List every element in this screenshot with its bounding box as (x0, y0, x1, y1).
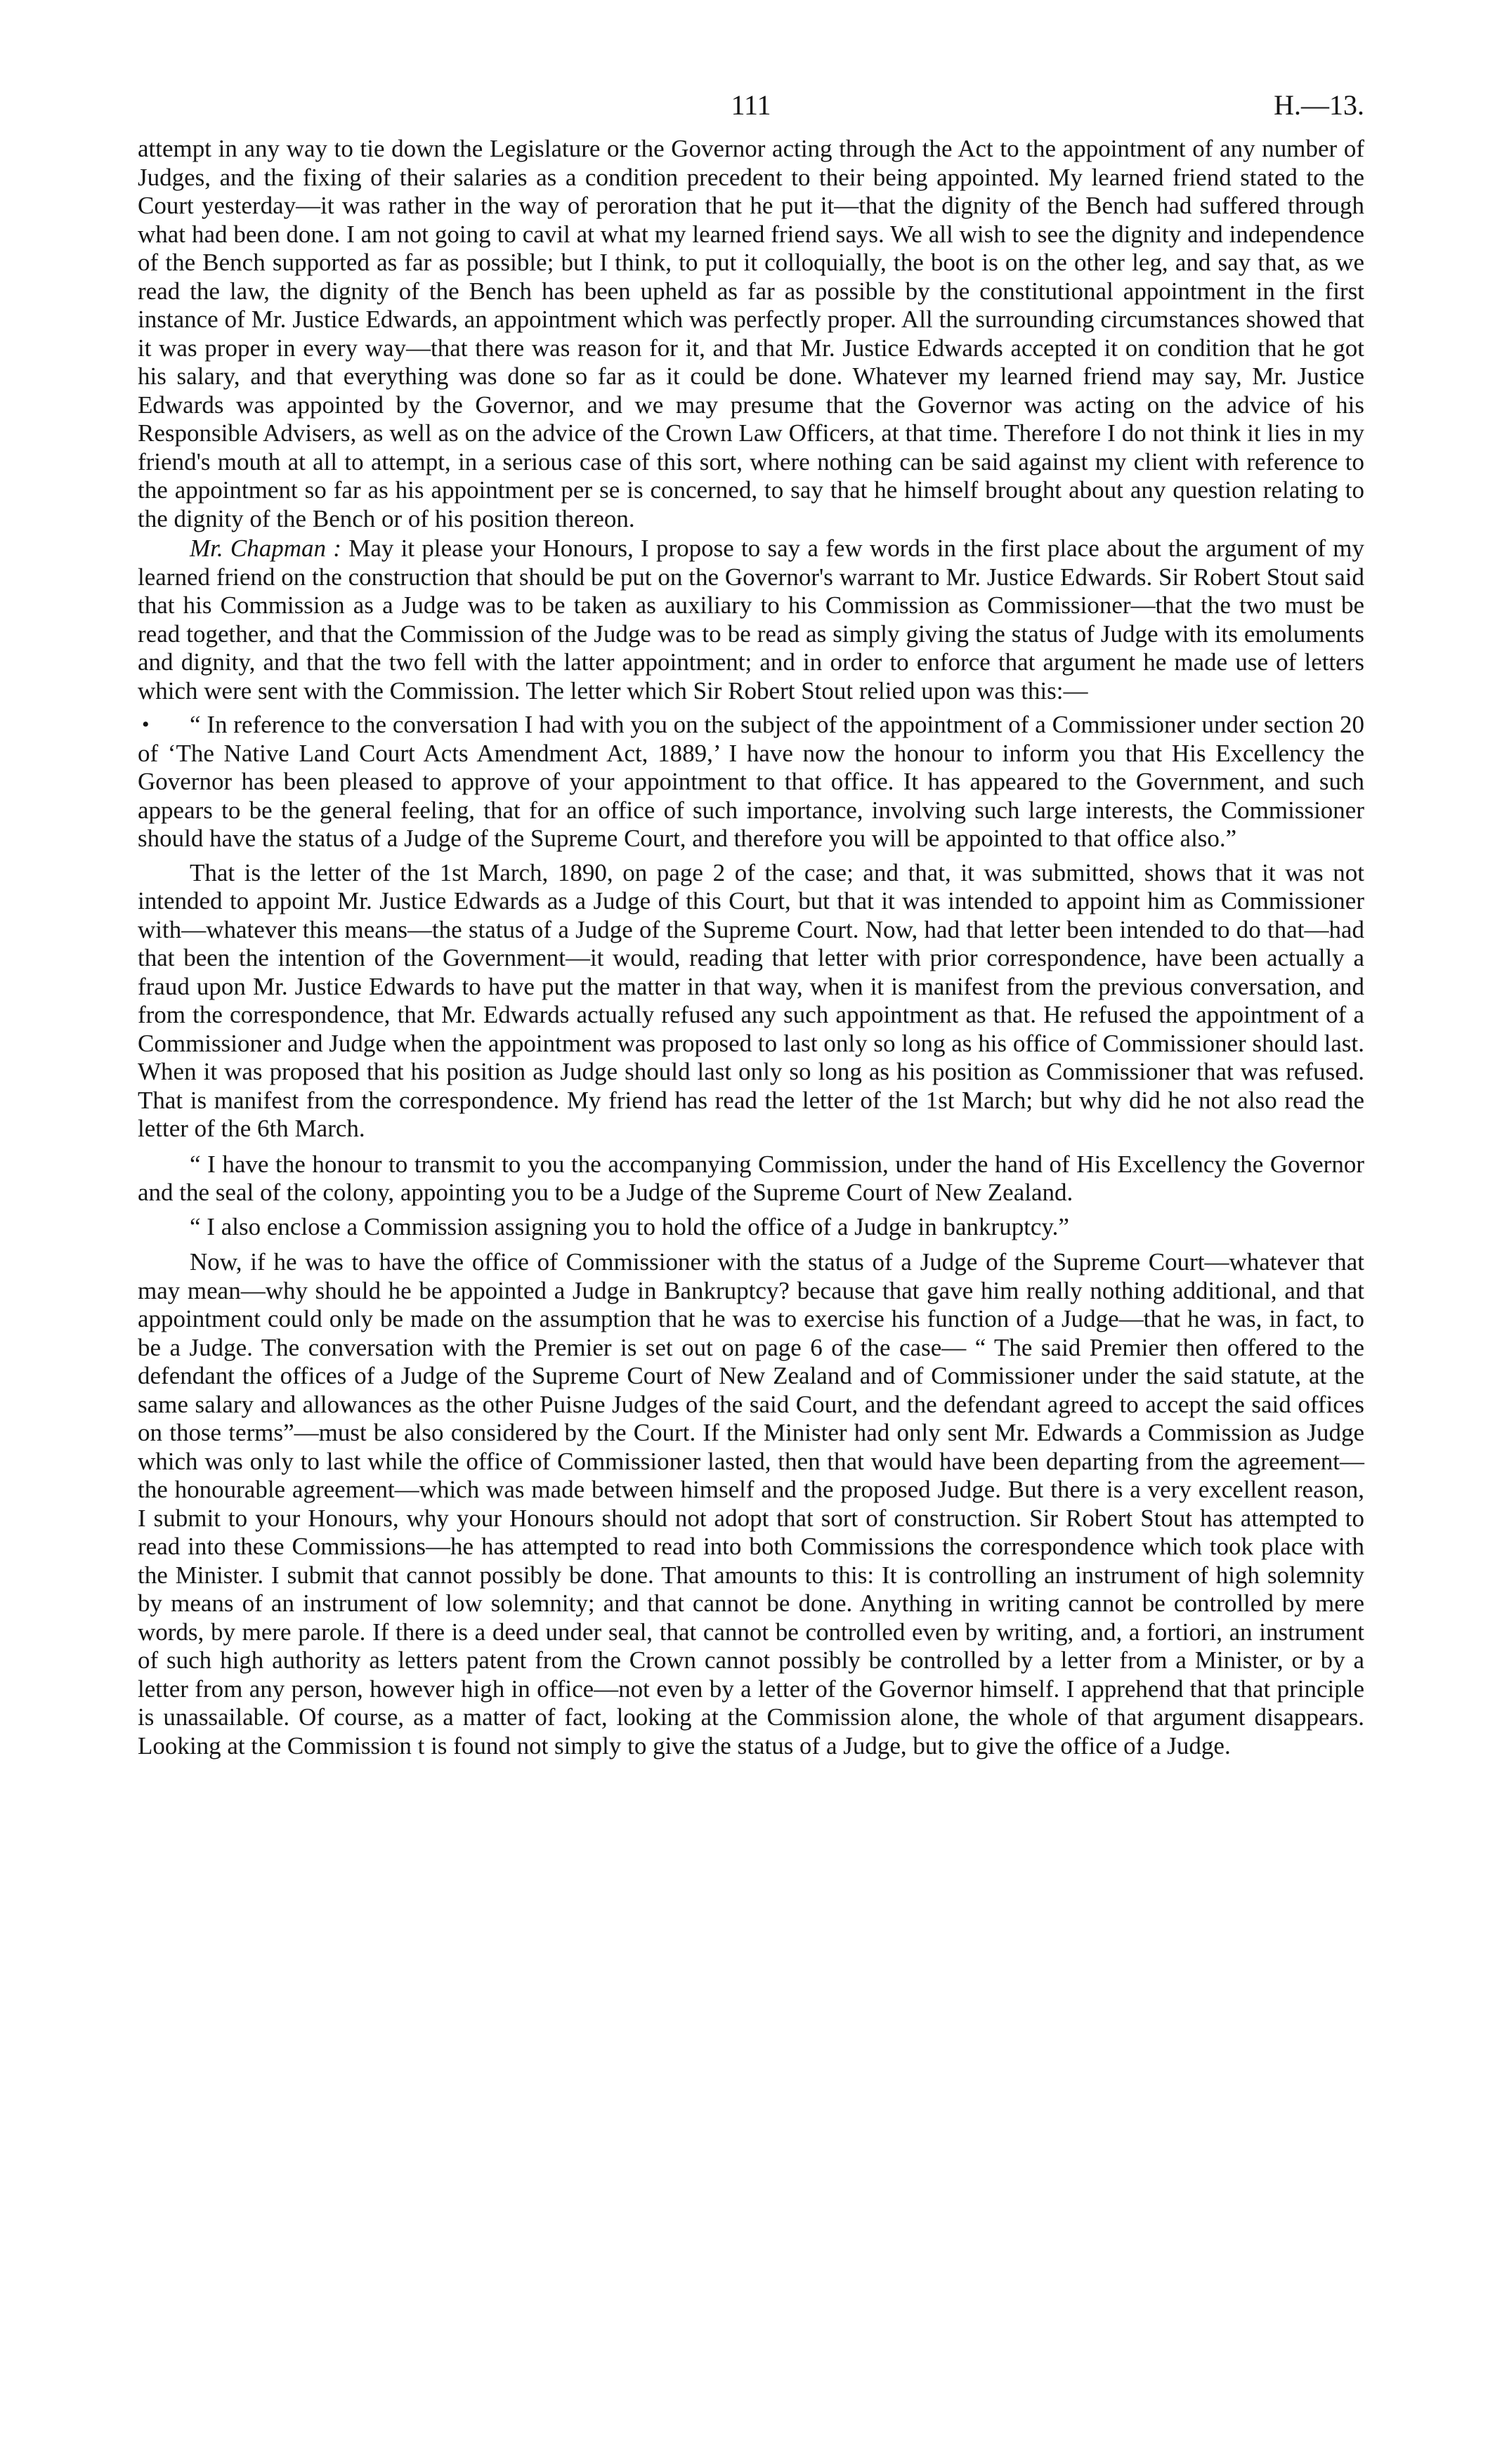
speaker-name: Mr. Chapman : (190, 535, 341, 562)
paragraph: That is the letter of the 1st March, 1890, on page 2 of the case; and that, it was submitted, shows that it was not intended to appoint Mr. Justice Edwards as a Judge of this Court, but that it was intended to appoint him as Commissioner with—whatever this means—the status of a Judge of the Supreme Court. Now, had that letter been intended to do that—had that been the intention of the Government—it would, reading that letter with prior correspondence, have been actually a fraud upon Mr. Justice Edwards to have put the matter in that way, when it is manifest from the previous conversation, and from the correspondence, that Mr. Edwards actually refused any such appointment as that. He refused the appointment of a Commissioner and Judge when the appointment was proposed to last only so long as his office of Commissioner should last. When it was proposed that his position as Judge should last only so long as his position as Commissioner that was refused. That is manifest from the correspondence. My friend has read the letter of the 1st March; but why did he not also read the letter of the 6th March. (138, 858, 1364, 1142)
page-number: 111 (731, 89, 771, 121)
quoted-letter (138, 711, 1364, 853)
page-header (138, 91, 1364, 135)
document-reference: H.—13. (1274, 89, 1364, 121)
quoted-letter: “ I have the honour to transmit to you the accompanying Commission, under the hand of His Excellency the Governor and the seal of the colony, appointing you to be a Judge of the Supreme Court of New Zealand. (138, 1150, 1364, 1206)
paragraph-text: May it please your Honours, I propose to say a few words in the first place about the argument of my learned friend on the construction that should be put on the Governor's warrant to Mr. Justice Edwards. Sir Robert Stout said that his Commission as a Judge was to be taken as auxiliary to his Commission as Commissioner—that the two must be read together, and that the Commission of the Judge was to be read as simply giving the status of Judge with its emoluments and dignity, and that the two fell with the latter appointment; and in order to enforce that argument he made use of letters which were sent with the Commission. The letter which Sir Robert Stout relied upon was this:— (138, 535, 1364, 705)
quoted-letter: “ I also enclose a Commission assigning you to hold the office of a Judge in bankruptcy.” (190, 1212, 1069, 1240)
paragraph: attempt in any way to tie down the Legislature or the Governor acting through the Act to the appointment of any number of Judges, and the fixing of their salaries as a condition precedent to their being appointed. My learned friend stated to the Court yesterday—it was rather in the way of peroration that he put it—that the dignity of the Bench had suffered through what had been done. I am not going to cavil at what my learned friend says. We all wish to see the dignity and independence of the Bench supported as far as possible; but I think, to put it colloquially, the boot is on the other leg, and say that, as we read the law, the dignity of the Bench has been upheld as far as possible by the constitutional appointment in the first instance of Mr. Justice Edwards, an appointment which was perfectly proper. All the surrounding circumstances showed that it was proper in every way—that there was reason for it, and that Mr. Justice Edwards accepted it on condition that he got his salary, and that everything was done so far as it could be done. Whatever my learned friend may say, Mr. Justice Edwards was appointed by the Governor, and we may presume that the Governor was acting on the advice of his Responsible Advisers, as well as on the advice of the Crown Law Officers, at that time. Therefore I do not think it lies in my friend's mouth at all to attempt, in a serious case of this sort, where nothing can be said against my client with reference to the appointment so far as his appointment per se is concerned, to say that he himself brought about any question relating to the dignity of the Bench or of his position thereon. (138, 135, 1364, 532)
document-body (138, 135, 1364, 1760)
margin-mark: • (142, 713, 150, 736)
document-page (138, 91, 1364, 2430)
quoted-letter-text: “ In reference to the conversation I had with you on the subject of the appointment of a Commissioner under section 20 of ‘The Native Land Court Acts Amendment Act, 1889,’ I have now the honour to inform you that His Excellency the Governor has been pleased to approve of your appointment to that office. It has appeared to the Government, and such appears to be the general feeling, that for an office of such importance, involving such large interests, the Commissioner should have the status of a Judge of the Supreme Court, and therefore you will be appointed to that office also.” (138, 711, 1364, 852)
paragraph: Now, if he was to have the office of Commissioner with the status of a Judge of the Supreme Court—whatever that may mean—why should he be appointed a Judge in Bankruptcy? because that gave him really nothing additional, and that appointment could only be made on the assumption that he was to exercise his function of a Judge—that he was, in fact, to be a Judge. The conversation with the Premier is set out on page 6 of the case— “ The said Premier then offered to the defendant the offices of a Judge of the Supreme Court of New Zealand and of Commissioner under the said statute, at the same salary and allowances as the other Puisne Judges of the said Court, and the defendant agreed to accept the said offices on those terms”—must be also considered by the Court. If the Minister had only sent Mr. Edwards a Commission as Judge which was only to last while the office of Commissioner lasted, then that would have been departing from the agreement—the honourable agreement—which was made between himself and the proposed Judge. But there is a very excellent reason, I submit to your Honours, why your Honours should not adopt that sort of construction. Sir Robert Stout has attempted to read into these Commissions—he has attempted to read into both Commissions the correspondence which took place with the Minister. I submit that cannot possibly be done. That amounts to this: It is controlling an instrument of high solemnity by means of an instrument of low solemnity; and that cannot be done. Anything in writing cannot be controlled by mere words, by mere parole. If there is a deed under seal, that cannot be controlled even by writing, and, a fortiori, an instrument of such high authority as letters patent from the Crown cannot possibly be controlled by a letter from a Minister, or by a letter from any person, however high in office—not even by a letter of the Governor himself. I apprehend that that principle is unassailable. Of course, as a matter of fact, looking at the Commission alone, the whole of that argument disappears. Looking at the Commission t is found not simply to give the status of a Judge, but to give the office of a Judge. (138, 1248, 1364, 1759)
paragraph-chapman (138, 535, 1364, 705)
